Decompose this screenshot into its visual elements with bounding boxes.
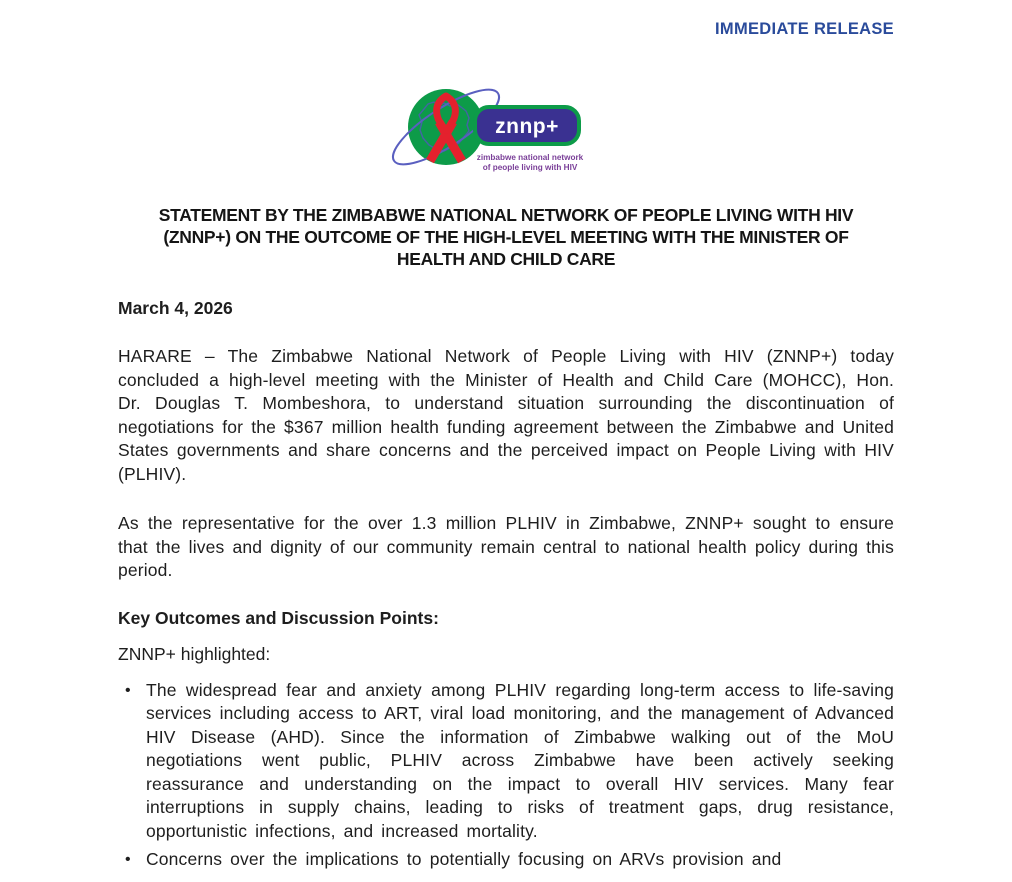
bullets-intro: ZNNP+ highlighted: <box>118 643 271 664</box>
release-line <box>118 20 894 39</box>
znnp-logo <box>118 73 894 188</box>
document-date: March 4, 2026 <box>118 298 233 318</box>
logo-acronym: znnp+ <box>495 115 559 138</box>
section-heading-key-outcomes: Key Outcomes and Discussion Points: <box>118 607 439 628</box>
paragraph-harare: HARARE – The Zimbabwe National Network of People Living with HIV (ZNNP+) today concluded a high-level meeting with the Minister of Health and Child Care (MOHCC), Hon. Dr. Douglas T. Mombeshora, to understand situation surrounding the discontinuation of negotiations for the $367 million health funding agreement between the Zimbabwe and United States governments and share concerns and the perceived impact on People Living with HIV (PLHIV). <box>118 346 894 484</box>
logo-tagline-line1: zimbabwe national network <box>476 153 584 162</box>
document-title: STATEMENT BY THE ZIMBABWE NATIONAL NETWORK OF PEOPLE LIVING WITH HIV (ZNNP+) ON THE OUTCOME OF THE HIGH-LEVEL MEETING WITH THE MINISTER OF HEALTH AND CHILD CARE <box>158 205 854 269</box>
paragraph-representative: As the representative for the over 1.3 million PLHIV in Zimbabwe, ZNNP+ sought to ensure that the lives and dignity of our community remain central to national health policy during this period. <box>118 513 894 580</box>
immediate-release-label: IMMEDIATE RELEASE <box>715 20 894 38</box>
znnp-logo-graphic <box>380 73 632 183</box>
list-item-fear-anxiety: • The widespread fear and anxiety among PLHIV regarding long-term access to life-saving services including access to ART, viral load monitoring, and the management of Advanced HIV Disease (AHD). Since the information of Zimbabwe walking out of the MoU negotiations went public, PLHIV across Zimbabwe have been actively seeking reassurance and understanding on the impact to overall HIV services. Many fear interruptions in supply chains, leading to risks of treatment gaps, drug resistance, opportunistic infections, and increased mortality. <box>118 679 894 844</box>
list-item-concerns-arvs: • Concerns over the implications to potentially focusing on ARVs provision and <box>118 848 894 872</box>
key-points-list <box>118 679 894 872</box>
logo-tagline-line2: of people living with HIV <box>482 163 578 172</box>
